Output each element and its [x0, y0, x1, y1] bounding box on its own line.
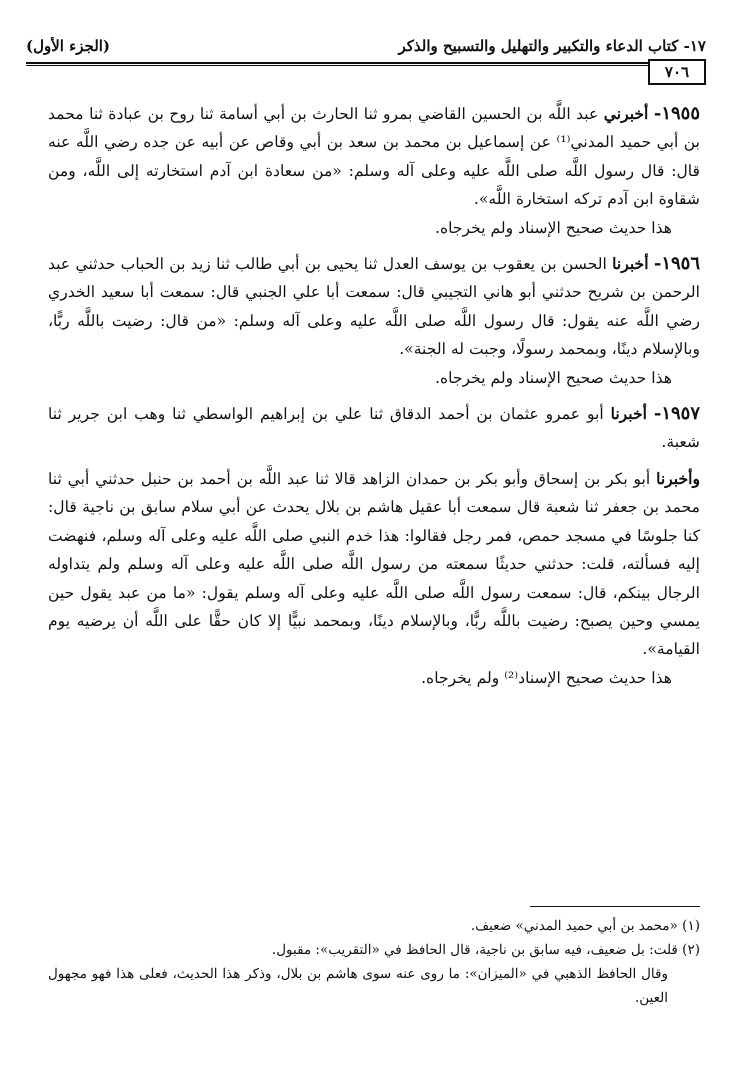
header-rule: [26, 62, 706, 64]
hadith-verdict: هذا حديث صحيح الإسناد ولم يخرجاه.: [435, 368, 672, 387]
hadith-1957-second-chain: [48, 465, 700, 664]
main-text: [48, 100, 700, 692]
hadith-number: ١٩٥٦-: [653, 253, 700, 275]
hadith-text: عبد اللَّه بن الحسين القاضي بمرو ثنا الحارث بن أبي أسامة ثنا روح بن عبادة ثنا محمد بن أبي حميد المدني⁽¹⁾ عن إسماعيل بن محمد بن سعد بن أبي وقاص عن أبيه عن جده رضي اللَّه عنه قال: قال رسول اللَّه صلى اللَّه عليه وعلى آله وسلم: «من سعادة ابن آدم استخارته إلى اللَّه، ومن شقاوة ابن آدم تركه استخارة اللَّه».: [48, 105, 700, 209]
narration-keyword: وأخبرنا: [656, 468, 700, 488]
header-rule-thin: [26, 65, 674, 66]
footnote-1: (١) «محمد بن أبي حميد المدني» ضعيف.: [470, 918, 700, 934]
footnotes: [48, 914, 700, 1010]
hadith-text: الحسن بن يعقوب بن يوسف العدل ثنا يحيى بن أبي طالب ثنا زيد بن الحباب حدثني عبد الرحمن بن شريح حدثني أبو هاني التجيبي قال: سمعت أبا علي الجنبي قال: سمعت أبا سعيد الخدري رضي اللَّه عنه يقول: قال رسول اللَّه صلى اللَّه عليه وعلى آله وسلم: «من قال: رضيت باللَّه ربًّا، وبالإسلام دينًا، وبمحمد رسولًا، وجبت له الجنة».: [48, 255, 700, 359]
hadith-1955: [48, 100, 700, 214]
footnote-2-continued: وقال الحافظ الذهبي في «الميزان»: ما روى عنه سوى هاشم بن بلال، وذكر هذا الحديث، فعلى هذا فهو مجهول العين.: [48, 966, 668, 1006]
narration-keyword: أخبرنا: [612, 254, 649, 274]
running-header: [26, 32, 706, 60]
narration-keyword: أخبرنا: [610, 404, 647, 424]
hadith-1957: [48, 400, 700, 457]
hadith-number: ١٩٥٧-: [653, 403, 700, 425]
footnote-separator: [530, 906, 700, 907]
narration-keyword: أخبرني: [603, 104, 649, 123]
hadith-number: ١٩٥٥-: [653, 103, 700, 124]
hadith-text: أبو عمرو عثمان بن أحمد الدقاق ثنا علي بن إبراهيم الواسطي ثنا وهب ابن جرير ثنا شعبة.: [48, 405, 700, 452]
volume-label: (الجزء الأول): [26, 37, 111, 55]
footnote-2: (٢) قلت: بل ضعيف، فيه سابق بن ناجية، قال الحافظ في «التقريب»: مقبول.: [271, 942, 700, 958]
hadith-1956: [48, 250, 700, 364]
hadith-text: أبو بكر بن إسحاق وأبو بكر بن حمدان الزاهد قالا ثنا عبد اللَّه بن أحمد بن حنبل حدثني أبي ثنا محمد بن جعفر ثنا شعبة قال سمعت أبا عقيل هاشم بن بلال يحدث عن أبي سلام سابق بن ناجية قال: كنا جلوسًا في مسجد حمص، فمر رجل فقالوا: هذا خدم النبي صلى اللَّه عليه وعلى آله وسلم، فنهضت إليه فسألته، قلت: حدثني حديثًا سمعته من رسول اللَّه صلى اللَّه عليه وعلى آله وسلم ولم يتداوله الرجال بينكم، قال: سمعت رسول اللَّه صلى اللَّه عليه وعلى آله وسلم يقول: «ما من عبد يقول حين يمسي وحين يصبح: رضيت باللَّه ربًّا، وبالإسلام دينًا، وبمحمد نبيًّا إلا كان حقًّا على اللَّه أن يرضيه يوم القيامة».: [48, 469, 700, 659]
hadith-verdict: هذا حديث صحيح الإسناد⁽²⁾ ولم يخرجاه.: [421, 668, 672, 687]
hadith-verdict: هذا حديث صحيح الإسناد ولم يخرجاه.: [435, 218, 672, 237]
page-number: ٧٠٦: [648, 59, 706, 85]
chapter-title: ١٧- كتاب الدعاء والتكبير والتهليل والتسبيح والذكر: [398, 37, 706, 55]
